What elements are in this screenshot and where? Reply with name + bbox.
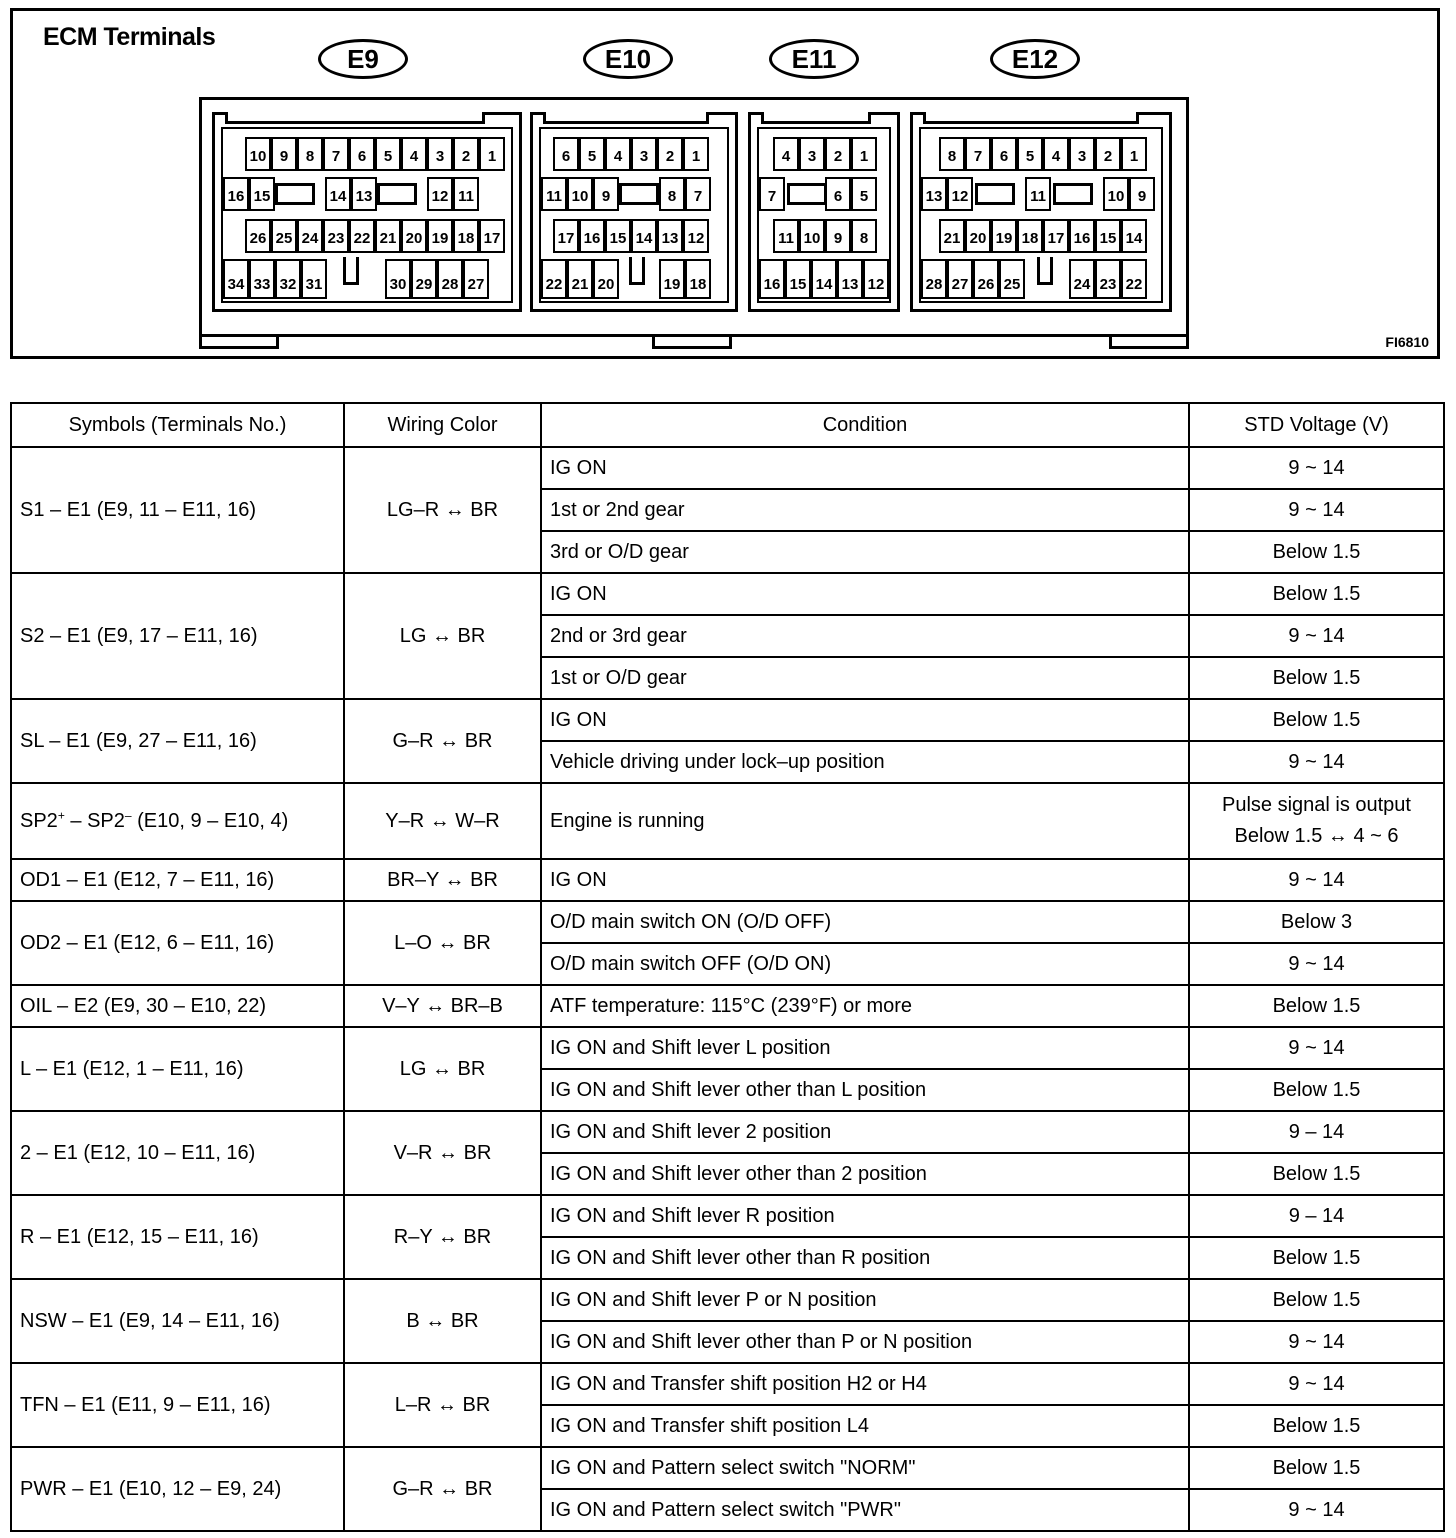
terminal-pin: 5 — [375, 137, 401, 171]
table-header-row — [11, 403, 1444, 447]
connector-latch — [761, 112, 871, 124]
wiring-cell: LG–R ↔ BR — [344, 447, 541, 573]
terminal-pin: 15 — [785, 259, 811, 299]
terminal-pin: 18 — [453, 219, 479, 253]
table-row — [11, 1447, 1444, 1489]
wiring-cell: V–R ↔ BR — [344, 1111, 541, 1195]
symbol-cell: OD1 – E1 (E12, 7 – E11, 16) — [11, 859, 344, 901]
connector-latch — [923, 112, 1139, 124]
terminal-pin: 28 — [437, 259, 463, 299]
terminal-pin: 31 — [301, 259, 327, 299]
connector-e9 — [212, 112, 522, 312]
voltage-cell: Below 3 — [1189, 901, 1444, 943]
terminal-pin: 4 — [773, 137, 799, 171]
terminal-pin: 2 — [657, 137, 683, 171]
ecm-housing — [199, 97, 1189, 337]
terminal-pin: 24 — [1069, 259, 1095, 299]
condition-cell: ATF temperature: 115°C (239°F) or more — [541, 985, 1189, 1027]
terminal-pin: 3 — [631, 137, 657, 171]
terminal-pin: 5 — [1017, 137, 1043, 171]
voltage-cell: 9 ~ 14 — [1189, 615, 1444, 657]
terminal-pin: 17 — [1043, 219, 1069, 253]
terminal-pin: 22 — [541, 259, 567, 299]
terminal-pin: 23 — [323, 219, 349, 253]
wiring-cell: G–R ↔ BR — [344, 1447, 541, 1531]
terminal-pin: 13 — [657, 219, 683, 253]
symbol-cell: S2 – E1 (E9, 17 – E11, 16) — [11, 573, 344, 699]
terminal-pin: 1 — [851, 137, 877, 171]
condition-cell: 3rd or O/D gear — [541, 531, 1189, 573]
voltage-cell: Below 1.5 — [1189, 1069, 1444, 1111]
terminal-pin: 2 — [453, 137, 479, 171]
terminal-pin: 30 — [385, 259, 411, 299]
key-slot — [619, 183, 659, 205]
terminal-pin: 2 — [1095, 137, 1121, 171]
terminal-pin: 8 — [939, 137, 965, 171]
voltage-cell: 9 ~ 14 — [1189, 1489, 1444, 1531]
terminal-pin: 20 — [401, 219, 427, 253]
terminal-pin: 10 — [245, 137, 271, 171]
voltage-line: Pulse signal is output — [1221, 794, 1411, 816]
terminal-pin: 12 — [683, 219, 709, 253]
terminal-pin: 32 — [275, 259, 301, 299]
table-row — [11, 1111, 1444, 1153]
terminal-pin: 6 — [553, 137, 579, 171]
terminal-pin: 21 — [567, 259, 593, 299]
terminal-pin: 16 — [759, 259, 785, 299]
terminal-pin: 13 — [837, 259, 863, 299]
terminal-pin: 7 — [759, 177, 785, 211]
wiring-cell: G–R ↔ BR — [344, 699, 541, 783]
wiring-cell: B ↔ BR — [344, 1279, 541, 1363]
terminal-pin: 7 — [965, 137, 991, 171]
header-symbols: Symbols (Terminals No.) — [11, 403, 344, 447]
table-row — [11, 1027, 1444, 1069]
wiring-cell: V–Y ↔ BR–B — [344, 985, 541, 1027]
terminal-pin: 4 — [401, 137, 427, 171]
condition-cell: IG ON — [541, 859, 1189, 901]
connector-e12 — [910, 112, 1172, 312]
connector-label-e9: E9 — [318, 39, 408, 79]
voltage-cell: 9 ~ 14 — [1189, 859, 1444, 901]
voltage-cell: 9 ~ 14 — [1189, 1321, 1444, 1363]
terminal-pin: 24 — [297, 219, 323, 253]
table-row — [11, 985, 1444, 1027]
condition-cell: 2nd or 3rd gear — [541, 615, 1189, 657]
symbol-cell: S1 – E1 (E9, 11 – E11, 16) — [11, 447, 344, 573]
terminal-pin: 29 — [411, 259, 437, 299]
terminal-pin: 11 — [773, 219, 799, 253]
voltage-cell: 9 ~ 14 — [1189, 489, 1444, 531]
terminal-pin: 12 — [863, 259, 889, 299]
voltage-cell: Below 1.5 — [1189, 1279, 1444, 1321]
terminal-pin: 1 — [1121, 137, 1147, 171]
terminal-pin: 4 — [605, 137, 631, 171]
condition-cell: IG ON and Shift lever L position — [541, 1027, 1189, 1069]
wiring-cell: L–O ↔ BR — [344, 901, 541, 985]
terminal-pin: 19 — [659, 259, 685, 299]
connector-latch — [543, 112, 709, 124]
terminal-pin: 8 — [297, 137, 323, 171]
header-wiring-color: Wiring Color — [344, 403, 541, 447]
terminal-pin: 27 — [463, 259, 489, 299]
terminal-pin: 19 — [427, 219, 453, 253]
housing-tab-center — [652, 337, 732, 349]
terminal-pin: 1 — [683, 137, 709, 171]
terminal-pin: 9 — [1129, 177, 1155, 211]
terminal-pin: 11 — [453, 177, 479, 211]
terminal-pin: 25 — [999, 259, 1025, 299]
table-row — [11, 1195, 1444, 1237]
terminal-pin: 12 — [947, 177, 973, 211]
table-row — [11, 901, 1444, 943]
key-slot — [975, 183, 1015, 205]
terminal-pin: 12 — [427, 177, 453, 211]
terminal-pin: 26 — [245, 219, 271, 253]
terminal-pin: 3 — [1069, 137, 1095, 171]
terminal-pin: 5 — [851, 177, 877, 211]
terminal-pin: 21 — [375, 219, 401, 253]
condition-cell: Vehicle driving under lock–up position — [541, 741, 1189, 783]
terminal-pin: 19 — [991, 219, 1017, 253]
terminal-pin: 33 — [249, 259, 275, 299]
condition-cell: IG ON and Shift lever other than L position — [541, 1069, 1189, 1111]
connector-latch — [225, 112, 485, 124]
terminal-pin: 3 — [799, 137, 825, 171]
symbol-cell: R – E1 (E12, 15 – E11, 16) — [11, 1195, 344, 1279]
ecm-terminal-diagram — [10, 8, 1440, 359]
terminal-pin: 15 — [605, 219, 631, 253]
terminal-pin: 6 — [991, 137, 1017, 171]
table-row — [11, 1279, 1444, 1321]
voltage-cell: Below 1.5 — [1189, 657, 1444, 699]
key-notch — [1037, 257, 1053, 285]
terminal-pin: 13 — [921, 177, 947, 211]
symbol-cell: L – E1 (E12, 1 – E11, 16) — [11, 1027, 344, 1111]
terminal-pin: 20 — [593, 259, 619, 299]
terminal-pin: 10 — [1103, 177, 1129, 211]
symbol-cell: NSW – E1 (E9, 14 – E11, 16) — [11, 1279, 344, 1363]
condition-cell: IG ON and Transfer shift position L4 — [541, 1405, 1189, 1447]
terminal-pin: 5 — [579, 137, 605, 171]
condition-cell: 1st or O/D gear — [541, 657, 1189, 699]
terminal-pin: 9 — [593, 177, 619, 211]
symbol-cell — [11, 783, 344, 859]
voltage-cell: 9 ~ 14 — [1189, 741, 1444, 783]
terminal-pin: 8 — [659, 177, 685, 211]
voltage-cell: Below 1.5 — [1189, 531, 1444, 573]
connector-label-e12: E12 — [990, 39, 1080, 79]
connector-e11 — [748, 112, 900, 312]
condition-cell: IG ON and Shift lever P or N position — [541, 1279, 1189, 1321]
terminal-pin: 14 — [1121, 219, 1147, 253]
symbol-cell: OIL – E2 (E9, 30 – E10, 22) — [11, 985, 344, 1027]
key-slot — [1053, 183, 1093, 205]
housing-tab-left — [199, 337, 279, 349]
terminal-pin: 21 — [939, 219, 965, 253]
terminal-pin: 20 — [965, 219, 991, 253]
terminal-pin: 3 — [427, 137, 453, 171]
key-notch — [629, 257, 645, 285]
symbol-cell: PWR – E1 (E10, 12 – E9, 24) — [11, 1447, 344, 1531]
condition-cell: IG ON and Pattern select switch "NORM" — [541, 1447, 1189, 1489]
voltage-cell: 9 ~ 14 — [1189, 447, 1444, 489]
voltage-cell: 9 – 14 — [1189, 1111, 1444, 1153]
symbol-cell: TFN – E1 (E11, 9 – E11, 16) — [11, 1363, 344, 1447]
terminal-pin: 14 — [631, 219, 657, 253]
wiring-cell: R–Y ↔ BR — [344, 1195, 541, 1279]
terminal-pin: 10 — [567, 177, 593, 211]
terminal-pin: 17 — [553, 219, 579, 253]
header-std-voltage: STD Voltage (V) — [1189, 403, 1444, 447]
terminal-pin: 2 — [825, 137, 851, 171]
symbol-terminals: (E10, 9 – E10, 4) — [131, 809, 289, 832]
terminal-spec-table — [10, 402, 1445, 1532]
terminal-pin: 6 — [349, 137, 375, 171]
wiring-cell: L–R ↔ BR — [344, 1363, 541, 1447]
terminal-pin: 15 — [249, 177, 275, 211]
table-row — [11, 783, 1444, 859]
terminal-pin: 22 — [349, 219, 375, 253]
wiring-cell: Y–R ↔ W–R — [344, 783, 541, 859]
terminal-pin: 18 — [685, 259, 711, 299]
diagram-title: ECM Terminals — [43, 23, 216, 51]
condition-cell: IG ON and Shift lever other than 2 position — [541, 1153, 1189, 1195]
terminal-pin: 16 — [1069, 219, 1095, 253]
terminal-pin: 9 — [825, 219, 851, 253]
terminal-pin: 6 — [825, 177, 851, 211]
terminal-pin: 11 — [541, 177, 567, 211]
condition-cell: O/D main switch OFF (O/D ON) — [541, 943, 1189, 985]
symbol-sp2-plus: SP2 — [20, 809, 58, 832]
table-row — [11, 1363, 1444, 1405]
voltage-cell: Below 1.5 — [1189, 699, 1444, 741]
key-slot — [377, 183, 417, 205]
terminal-pin: 14 — [325, 177, 351, 211]
table-row — [11, 859, 1444, 901]
condition-cell: IG ON and Shift lever other than R position — [541, 1237, 1189, 1279]
voltage-cell: Below 1.5 — [1189, 573, 1444, 615]
wiring-cell: LG ↔ BR — [344, 1027, 541, 1111]
voltage-cell: Below 1.5 — [1189, 985, 1444, 1027]
condition-cell: IG ON — [541, 573, 1189, 615]
terminal-pin: 17 — [479, 219, 505, 253]
key-notch — [343, 257, 359, 285]
condition-cell: Engine is running — [541, 783, 1189, 859]
wiring-cell: LG ↔ BR — [344, 573, 541, 699]
terminal-pin: 9 — [271, 137, 297, 171]
superscript-minus: – — [124, 807, 132, 822]
voltage-cell: 9 ~ 14 — [1189, 1363, 1444, 1405]
voltage-line: Below 1.5 ↔ 4 ~ 6 — [1234, 825, 1399, 847]
table-row — [11, 573, 1444, 615]
terminal-pin: 23 — [1095, 259, 1121, 299]
connector-label-e10: E10 — [583, 39, 673, 79]
condition-cell: IG ON and Transfer shift position H2 or H4 — [541, 1363, 1189, 1405]
terminal-pin: 34 — [223, 259, 249, 299]
table-row — [11, 447, 1444, 489]
condition-cell: IG ON and Shift lever other than P or N position — [541, 1321, 1189, 1363]
voltage-cell: 9 ~ 14 — [1189, 1027, 1444, 1069]
figure-id: FI6810 — [1385, 334, 1429, 350]
terminal-pin: 18 — [1017, 219, 1043, 253]
symbol-cell: 2 – E1 (E12, 10 – E11, 16) — [11, 1111, 344, 1195]
key-slot — [275, 183, 315, 205]
terminal-pin: 28 — [921, 259, 947, 299]
voltage-cell: 9 ~ 14 — [1189, 943, 1444, 985]
voltage-cell: Below 1.5 — [1189, 1237, 1444, 1279]
voltage-cell: 9 – 14 — [1189, 1195, 1444, 1237]
terminal-pin: 16 — [579, 219, 605, 253]
terminal-pin: 10 — [799, 219, 825, 253]
condition-cell: IG ON and Pattern select switch "PWR" — [541, 1489, 1189, 1531]
terminal-pin: 27 — [947, 259, 973, 299]
terminal-pin: 7 — [685, 177, 711, 211]
terminal-pin: 7 — [323, 137, 349, 171]
housing-tab-right — [1109, 337, 1189, 349]
voltage-cell: Below 1.5 — [1189, 1447, 1444, 1489]
symbol-sp2-minus: – SP2 — [64, 809, 125, 832]
voltage-cell — [1189, 783, 1444, 859]
terminal-pin: 13 — [351, 177, 377, 211]
condition-cell: O/D main switch ON (O/D OFF) — [541, 901, 1189, 943]
symbol-cell: OD2 – E1 (E12, 6 – E11, 16) — [11, 901, 344, 985]
terminal-pin: 11 — [1025, 177, 1051, 211]
condition-cell: IG ON — [541, 447, 1189, 489]
connector-e10 — [530, 112, 738, 312]
terminal-pin: 16 — [223, 177, 249, 211]
condition-cell: IG ON and Shift lever R position — [541, 1195, 1189, 1237]
header-condition: Condition — [541, 403, 1189, 447]
terminal-pin: 25 — [271, 219, 297, 253]
voltage-cell: Below 1.5 — [1189, 1405, 1444, 1447]
key-slot — [787, 183, 827, 205]
terminal-pin: 1 — [479, 137, 505, 171]
connector-label-e11: E11 — [769, 39, 859, 79]
superscript-plus: + — [57, 807, 65, 822]
terminal-pin: 14 — [811, 259, 837, 299]
table-row — [11, 699, 1444, 741]
symbol-cell: SL – E1 (E9, 27 – E11, 16) — [11, 699, 344, 783]
terminal-pin: 22 — [1121, 259, 1147, 299]
terminal-pin: 26 — [973, 259, 999, 299]
condition-cell: IG ON — [541, 699, 1189, 741]
terminal-pin: 8 — [851, 219, 877, 253]
wiring-cell: BR–Y ↔ BR — [344, 859, 541, 901]
terminal-pin: 15 — [1095, 219, 1121, 253]
condition-cell: 1st or 2nd gear — [541, 489, 1189, 531]
terminal-pin: 4 — [1043, 137, 1069, 171]
condition-cell: IG ON and Shift lever 2 position — [541, 1111, 1189, 1153]
voltage-cell: Below 1.5 — [1189, 1153, 1444, 1195]
